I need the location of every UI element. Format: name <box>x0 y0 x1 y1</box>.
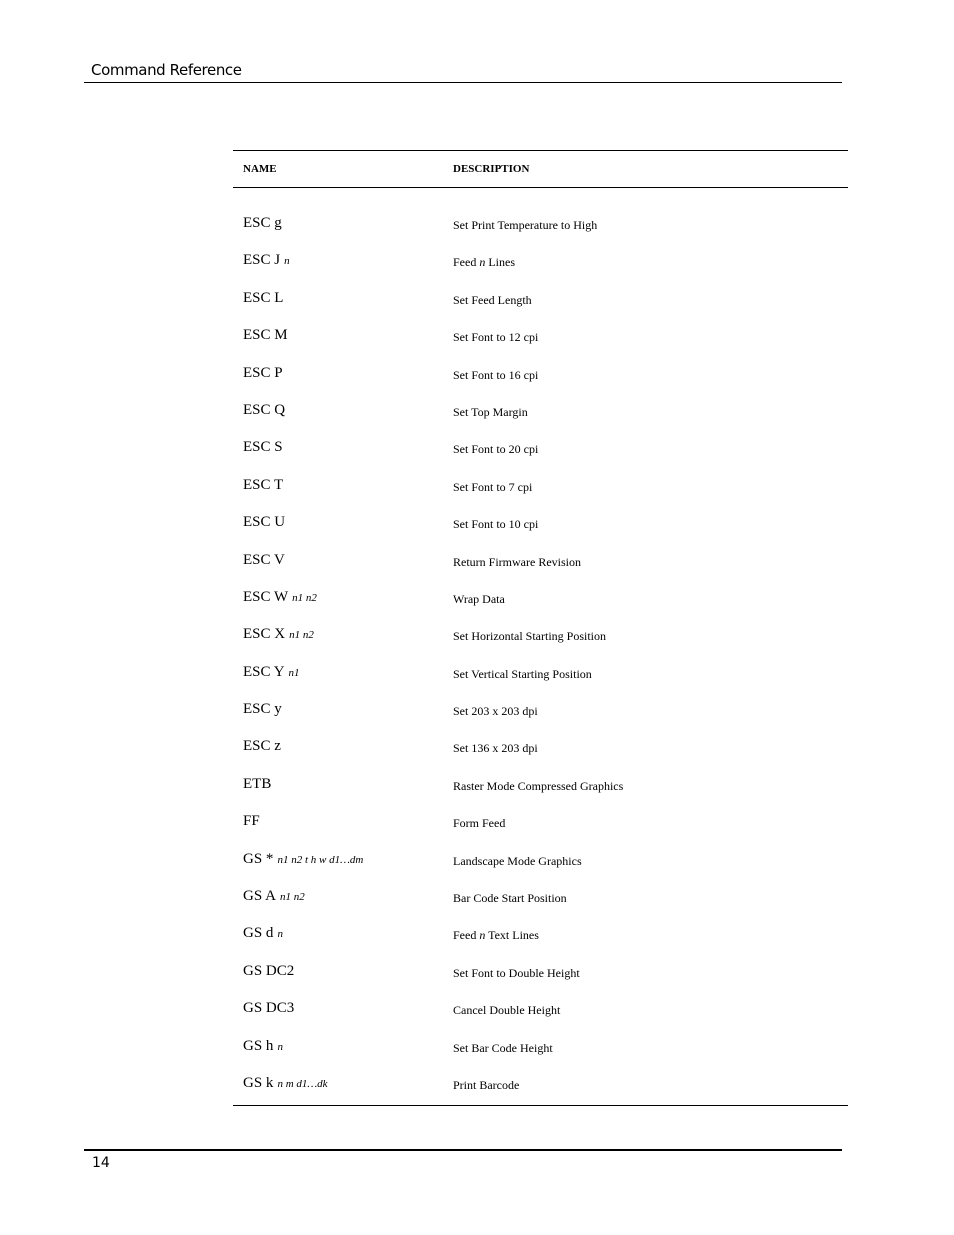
table-row <box>233 394 848 431</box>
command-name <box>243 776 271 793</box>
command-code: ETB <box>243 775 272 792</box>
description-text: Bar Code Start Position <box>453 891 567 906</box>
command-name <box>243 701 282 718</box>
command-name <box>243 215 282 232</box>
command-description <box>453 704 538 719</box>
table-row <box>233 244 848 281</box>
command-arguments: n <box>277 1040 283 1053</box>
command-name <box>243 963 294 980</box>
command-code: ESC y <box>243 701 282 718</box>
table-row <box>233 469 848 506</box>
command-description <box>453 891 567 906</box>
command-name <box>243 1000 294 1017</box>
command-description <box>453 330 538 345</box>
table-row <box>233 506 848 543</box>
command-code: ESC U <box>243 514 286 531</box>
command-arguments: n1 n2 <box>292 591 317 604</box>
command-arguments: n1 n2 <box>289 629 314 642</box>
command-code: ESC W <box>243 588 289 605</box>
table-row <box>233 431 848 468</box>
description-text: Set Font to 12 cpi <box>453 330 539 345</box>
description-argument: n <box>479 928 486 943</box>
command-code: GS DC2 <box>243 962 295 979</box>
command-name <box>243 365 283 382</box>
table-row <box>233 282 848 319</box>
command-code: ESC z <box>243 738 281 755</box>
table-row <box>233 843 848 880</box>
description-text: Set Horizontal Starting Position <box>453 629 606 644</box>
command-name <box>243 252 290 269</box>
command-code: ESC L <box>243 289 284 306</box>
command-name <box>243 589 317 606</box>
table-row <box>233 656 848 693</box>
command-arguments: n m d1…dk <box>277 1077 328 1090</box>
command-code: GS A <box>243 888 276 905</box>
description-text: Set Print Temperature to High <box>453 218 598 232</box>
table-row <box>233 992 848 1029</box>
command-name <box>243 626 314 643</box>
description-text: Set Font to 16 cpi <box>453 367 539 382</box>
command-name <box>243 888 305 905</box>
table-row <box>233 880 848 917</box>
command-name <box>243 1075 328 1092</box>
command-name <box>243 851 363 868</box>
description-text: Return Firmware Revision <box>453 554 581 569</box>
command-description <box>453 442 538 457</box>
command-arguments: n1 <box>288 666 300 679</box>
command-description <box>453 854 582 869</box>
command-code: ESC V <box>243 551 285 568</box>
header-rule <box>84 82 842 83</box>
command-arguments: n <box>277 928 283 941</box>
command-description <box>453 779 623 794</box>
description-text: Set Font to Double Height <box>453 965 580 980</box>
command-description <box>453 368 538 383</box>
table-bottom-rule <box>233 1105 848 1106</box>
command-arguments: n1 n2 <box>279 891 305 904</box>
description-text: Set 203 x 203 dpi <box>453 704 538 719</box>
command-table <box>233 150 848 1122</box>
table-row <box>233 618 848 655</box>
command-name <box>243 664 300 681</box>
command-code: GS * <box>243 850 274 867</box>
command-code: ESC Q <box>243 401 286 418</box>
description-text: Set Font to 10 cpi <box>453 517 539 532</box>
command-description <box>453 405 528 420</box>
command-name <box>243 925 283 942</box>
description-text: Set Font to 20 cpi <box>453 442 539 457</box>
table-row <box>233 581 848 618</box>
command-name <box>243 1038 283 1055</box>
column-header-description: DESCRIPTION <box>453 163 530 175</box>
command-name <box>243 813 260 830</box>
command-description <box>453 1078 519 1093</box>
table-row <box>233 768 848 805</box>
description-text-suffix: Lines <box>485 255 515 270</box>
description-text: Wrap Data <box>453 591 505 606</box>
description-text-suffix: Text Lines <box>485 928 539 943</box>
table-row <box>233 207 848 244</box>
command-description <box>453 928 539 943</box>
table-row <box>233 805 848 842</box>
command-description <box>453 592 505 607</box>
description-text: Landscape Mode Graphics <box>453 853 582 868</box>
description-text: Print Barcode <box>453 1077 520 1092</box>
command-name <box>243 327 288 344</box>
command-code: ESC X <box>243 626 286 643</box>
command-name <box>243 402 285 419</box>
running-header-title: Command Reference <box>91 61 242 79</box>
command-code: GS DC3 <box>243 1000 295 1017</box>
footer-rule <box>84 1149 842 1151</box>
command-code: ESC S <box>243 439 283 456</box>
command-code: ESC M <box>243 327 288 344</box>
command-code: ESC P <box>243 364 283 381</box>
command-code: ESC g <box>243 215 282 231</box>
command-name <box>243 477 283 494</box>
command-description <box>453 555 581 570</box>
description-text: Raster Mode Compressed Graphics <box>453 778 624 793</box>
description-text: Set Top Margin <box>453 404 528 419</box>
table-row <box>233 1030 848 1067</box>
command-description <box>453 741 538 756</box>
command-description <box>453 218 597 233</box>
table-row <box>233 357 848 394</box>
command-code: ESC Y <box>243 663 285 680</box>
command-description <box>453 667 592 682</box>
table-row <box>233 1067 848 1104</box>
command-arguments: n <box>284 255 290 268</box>
command-arguments: n1 n2 t h w d1…dm <box>277 853 364 866</box>
command-name <box>243 738 281 755</box>
command-code: FF <box>243 813 260 830</box>
command-code: ESC T <box>243 476 284 493</box>
description-text: Set Feed Length <box>453 292 532 307</box>
command-description <box>453 629 606 644</box>
table-row <box>233 693 848 730</box>
column-header-name: NAME <box>243 163 277 175</box>
command-description <box>453 816 505 831</box>
command-description <box>453 255 515 270</box>
table-row <box>233 917 848 954</box>
command-description <box>453 480 532 495</box>
table-body <box>233 188 848 1122</box>
command-code: ESC J <box>243 252 281 269</box>
table-row <box>233 955 848 992</box>
description-argument: n <box>479 255 486 270</box>
command-description <box>453 293 532 308</box>
command-description <box>453 966 580 981</box>
table-header-row <box>233 151 848 187</box>
command-name <box>243 514 285 531</box>
description-text: Set Font to 7 cpi <box>453 479 533 494</box>
command-code: GS k <box>243 1074 274 1091</box>
description-text: Feed <box>453 928 480 943</box>
page-number: 14 <box>92 1155 110 1171</box>
command-description <box>453 1041 553 1056</box>
command-description <box>453 1003 560 1018</box>
description-text: Cancel Double Height <box>453 1003 561 1018</box>
description-text: Form Feed <box>453 816 506 831</box>
command-description <box>453 517 538 532</box>
description-text: Set Vertical Starting Position <box>453 666 592 681</box>
command-name <box>243 439 283 456</box>
description-text: Set 136 x 203 dpi <box>453 741 538 756</box>
description-text: Feed <box>453 255 480 270</box>
description-text: Set Bar Code Height <box>453 1040 553 1055</box>
table-row <box>233 730 848 767</box>
command-code: GS d <box>243 925 274 942</box>
table-row <box>233 544 848 581</box>
command-name <box>243 290 283 307</box>
table-row <box>233 319 848 356</box>
command-code: GS h <box>243 1037 274 1054</box>
command-name <box>243 552 285 569</box>
